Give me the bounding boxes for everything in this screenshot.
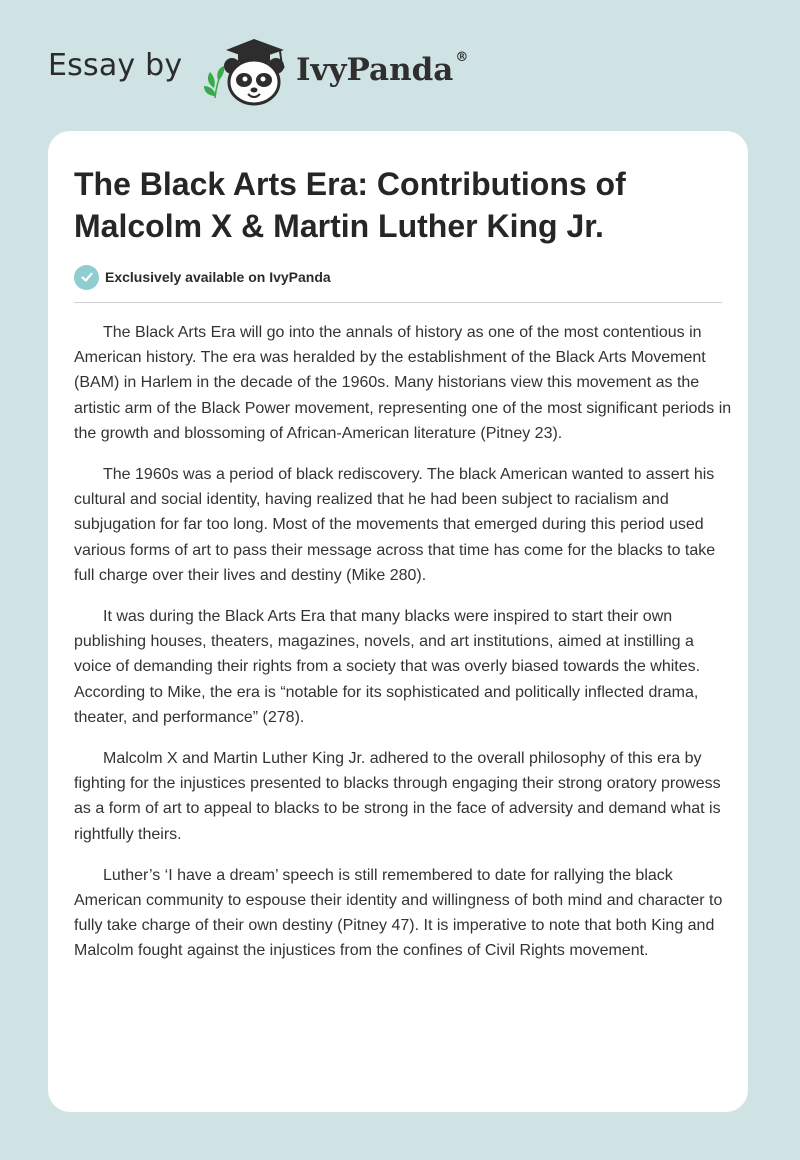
exclusive-badge bbox=[74, 264, 331, 290]
paragraph: The 1960s was a period of black rediscovery. The black American wanted to assert his cultural and social identity, having realized that he had been subject to racialism and subjugation for far too long. Most of the movements that emerged during this period used various forms of art to pass their message across that time has come for the blacks to take full charge over their lives and destiny (Mike 280). bbox=[74, 466, 716, 584]
article-card bbox=[48, 131, 748, 1112]
registered-mark: ® bbox=[455, 49, 469, 65]
panda-logo-icon[interactable] bbox=[200, 36, 292, 108]
brand-text: IvyPanda bbox=[296, 52, 454, 88]
site-header bbox=[0, 0, 800, 120]
paragraph: It was during the Black Arts Era that many blacks were inspired to start their own publishing houses, theaters, magazines, novels, and art institutions, aimed at instilling a voice of demanding their rights from a society that was overly biased towards the whites. According to Mike, the era is “notable for its sophisticated and politically inflected drama, theater, and performance” (278). bbox=[74, 608, 701, 726]
divider bbox=[74, 302, 722, 303]
article-body bbox=[74, 320, 734, 980]
brand-name[interactable] bbox=[296, 49, 469, 88]
essay-by-label: Essay by bbox=[48, 48, 183, 83]
checkmark-icon bbox=[74, 265, 99, 290]
article-title: The Black Arts Era: Contributions of Malcolm X & Martin Luther King Jr. bbox=[74, 166, 626, 244]
paragraph: Malcolm X and Martin Luther King Jr. adhered to the overall philosophy of this era by fighting for the injustices presented to blacks through engaging their strong oratory prowess as a form of art to appeal to blacks to be strong in the face of adversity and demand what is rightfully theirs. bbox=[74, 750, 721, 843]
paragraph: The Black Arts Era will go into the annals of history as one of the most contentious in American history. The era was heralded by the establishment of the Black Arts Movement (BAM) in Harlem in the decade of the 1960s. Many historians view this movement as the artistic arm of the Black Power movement, representing one of the most significant periods in the growth and blossoming of African-American literature (Pitney 23). bbox=[74, 324, 732, 442]
paragraph: Luther’s ‘I have a dream’ speech is still remembered to date for rallying the black American community to espouse their identity and willingness of both mind and character to fully take charge of their own destiny (Pitney 47). It is imperative to note that both King and Malcolm fought against the injustices from the confines of Civil Rights movement. bbox=[74, 866, 723, 960]
leaf-icon bbox=[204, 66, 224, 98]
badge-label: Exclusively available on IvyPanda bbox=[105, 269, 331, 285]
